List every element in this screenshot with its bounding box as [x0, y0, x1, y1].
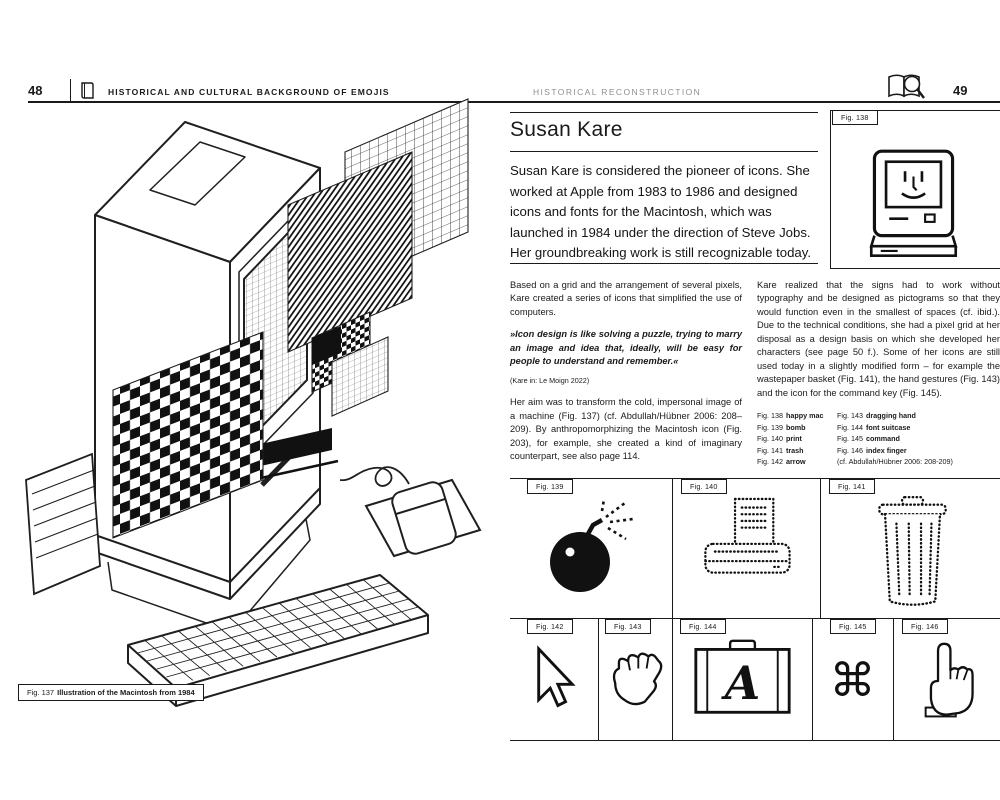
figure-list-item: Fig. 146 index finger: [837, 445, 907, 455]
title-rule-top: [510, 112, 818, 113]
body-column-right: [757, 279, 1000, 468]
figure-list: [757, 410, 1000, 468]
figure-list-source: (cf. Abdullah/Hübner 2006: 208-209): [837, 457, 953, 467]
mac-mouse: [340, 467, 480, 556]
mac-stand-vents: [26, 454, 100, 594]
article-intro: Susan Kare is considered the pioneer of icons. She worked at Apple from 1983 to 1986 and designed icons and fonts for the Macintosh, which was launched in 1984 under the direction of Steve Jobs. Her groundbreaking work is still recognizable today.: [510, 163, 812, 261]
figure-grid-line: [672, 478, 673, 618]
figure-grid-line: [893, 618, 894, 740]
command-icon: ⌘: [829, 653, 876, 707]
figure-label: Fig. 138: [832, 110, 878, 125]
figure-grid-line: [672, 618, 673, 740]
fig138-frame-bottom: [830, 268, 1000, 269]
figure-grid-line: [510, 740, 1000, 741]
left-page-number: 48: [28, 83, 43, 98]
printer-icon: [692, 492, 802, 592]
figure-grid-line: [820, 478, 821, 618]
right-running-title: HISTORICAL RECONSTRUCTION: [533, 87, 702, 97]
right-page-number: 49: [953, 83, 968, 98]
article-title: Susan Kare: [510, 118, 623, 141]
paragraph: Kare realized that the signs had to work without typography and be designed as pictograms so that they would function even in the smallest of spaces (cf. ibid.). Due to the technical conditions, she had a pixel grid at her disposal as a design basis on which she developed her characters (see page 50 f.). Some of her icons are still used today in a slightly modified form – for example the wastepaper basket (Fig. 141), the hand gestures (Fig. 143) and the icon for the command key (Fig. 145).: [757, 280, 1000, 398]
figure-label: Fig. 139: [527, 479, 573, 494]
figure-137-caption: [18, 684, 204, 701]
figure-label: Fig. 143: [605, 619, 651, 634]
figure-list-item: Fig. 144 font suitcase: [837, 422, 911, 432]
figure-label: Fig. 141: [829, 479, 875, 494]
trash-icon: [868, 494, 958, 614]
happy-mac-icon: [866, 148, 961, 262]
figure-grid-line: [510, 478, 1000, 479]
figure-list-item: Fig. 142 arrow: [757, 457, 806, 467]
figure-list-item: Fig. 143 dragging hand: [837, 411, 916, 421]
figure-list-item: Fig. 141 trash: [757, 445, 804, 455]
figure-label: Fig. 145: [830, 619, 876, 634]
mouse-cable: [340, 467, 409, 486]
index-finger-icon: [915, 640, 977, 722]
paragraph: Her aim was to transform the cold, impersonal image of a machine (Fig. 137) (cf. Abdullah/Hübner 2006: 208–209). By anthropomorphizing the Macintosh icon (Fig. 203), for example, she created a kind of imaginary counterpart, see also page 114.: [510, 397, 742, 462]
figure-label: Fig. 140: [681, 479, 727, 494]
title-rule-bottom: [510, 151, 818, 152]
caption-fig-number: Fig. 137: [27, 688, 55, 697]
body-column-left: [510, 279, 742, 473]
figure-label: Fig. 144: [680, 619, 726, 634]
figure-label: Fig. 146: [902, 619, 948, 634]
figure-list-item: Fig. 140 print: [757, 434, 802, 444]
macintosh-illustration: [0, 90, 505, 715]
font-suitcase-icon: [690, 638, 795, 718]
bomb-icon: [530, 498, 645, 606]
fig138-frame-left: [830, 110, 831, 268]
figure-list-item: Fig. 139 bomb: [757, 422, 806, 432]
intro-rule: [510, 263, 818, 264]
figure-grid-line: [598, 618, 599, 740]
left-running-title: HISTORICAL AND CULTURAL BACKGROUND OF EMOJIS: [108, 87, 390, 97]
figure-list-item: Fig. 145 command: [837, 434, 900, 444]
dragging-hand-icon: [606, 650, 666, 710]
figure-list-item: Fig. 138 happy mac: [757, 411, 824, 421]
svg-text:A: A: [724, 655, 761, 710]
figure-list-column: [837, 410, 953, 468]
caption-text: Illustration of the Macintosh from 1984: [57, 688, 195, 697]
paragraph: Based on a grid and the arrangement of several pixels, Kare created a series of icons that simplified the use of computers.: [510, 280, 742, 317]
quote-source: (Kare in: Le Moign 2022): [510, 375, 590, 385]
figure-list-column: [757, 410, 831, 468]
figure-label: Fig. 142: [527, 619, 573, 634]
pull-quote: »Icon design is like solving a puzzle, trying to marry an image and idea that, ideally, will be easy for people to understand and remember.«: [510, 329, 742, 367]
arrow-cursor-icon: [528, 645, 583, 717]
